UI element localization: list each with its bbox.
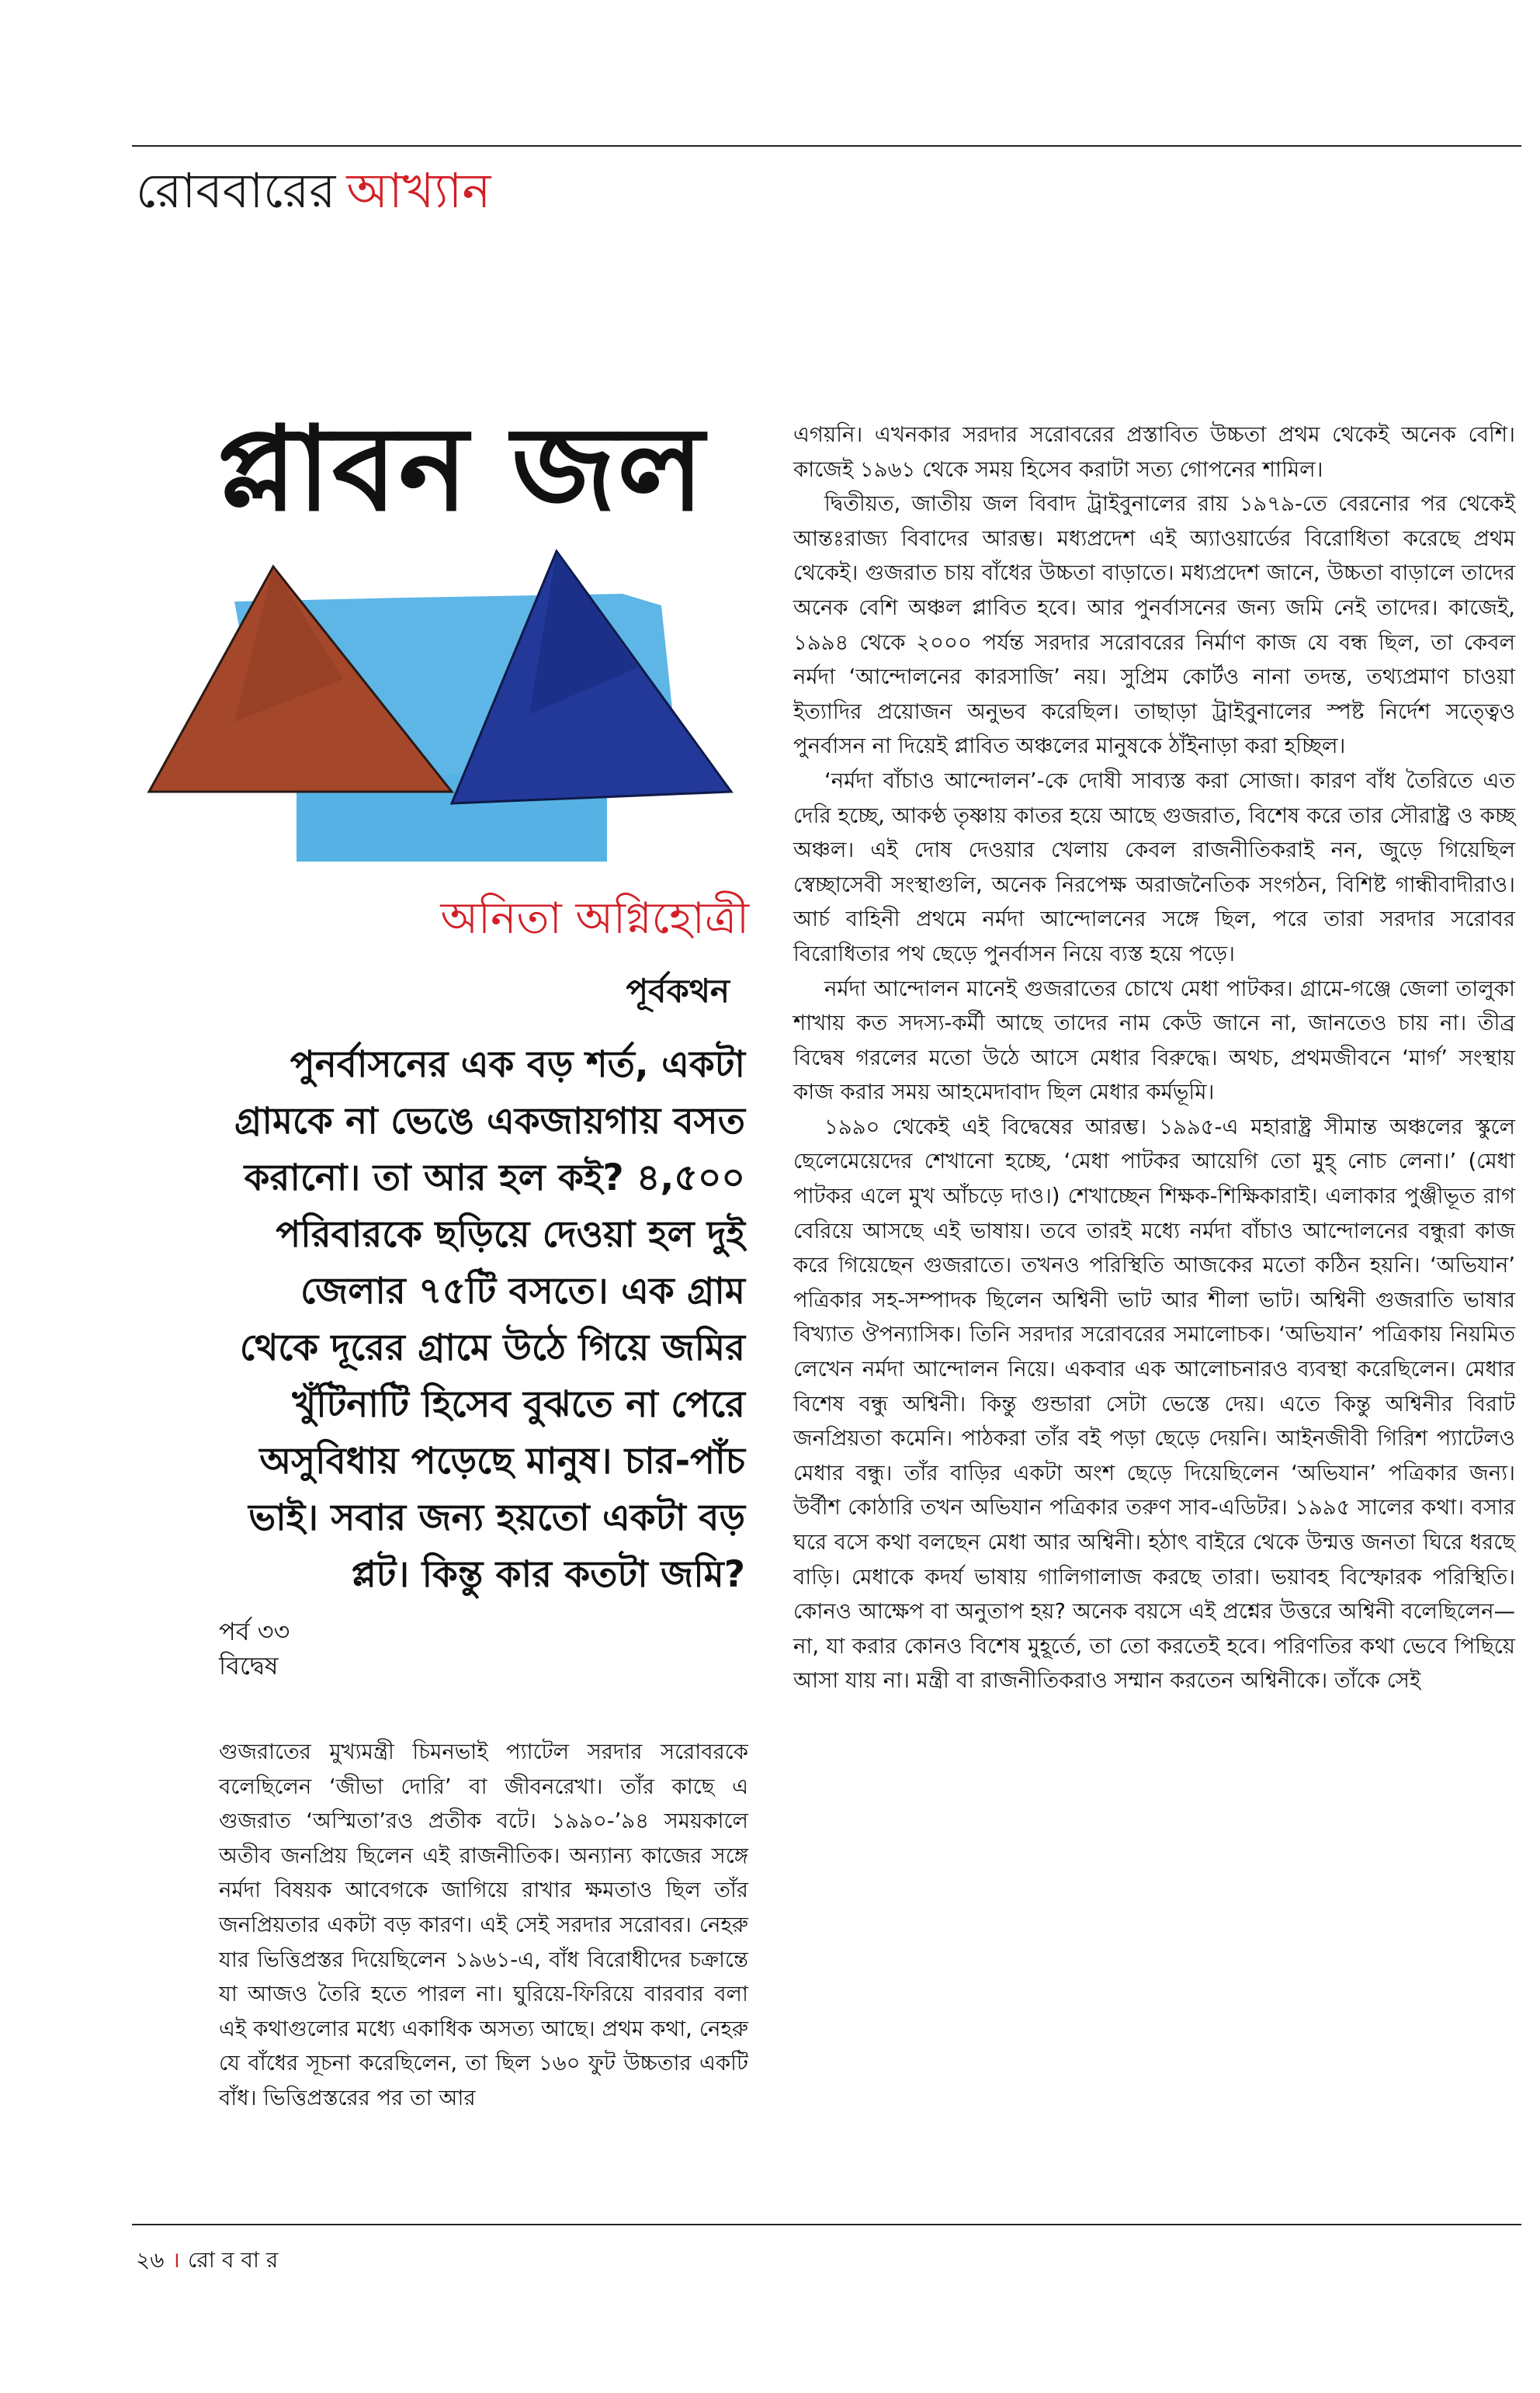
episode-title: বিদ্বেষ	[219, 1651, 279, 1680]
episode-number: পর্ব ৩৩	[219, 1617, 290, 1646]
section-header	[136, 162, 491, 219]
mountain-illustration	[141, 536, 748, 869]
body-paragraph: এগয়নি। এখনকার সরদার সরোবরের প্রস্তাবিত উচ্চতা প্রথম থেকেই অনেক বেশি। কাজেই ১৯৬১ থেকে সময় হিসেব করাটা সত্য গোপনের শামিল।	[793, 422, 1515, 482]
article-author: অনিতা অগ্নিহোত্রী	[440, 893, 749, 944]
footer-separator: ।	[172, 2247, 181, 2273]
body-paragraph: নর্মদা আন্দোলন মানেই গুজরাতের চোখে মেধা পাটকর। গ্রামে-গঞ্জে জেলা তালুকা শাখায় কত সদস্য-কর্মী আছে তাদের নাম কেউ জানে না, জানতেও চায় না। তীব্র বিদ্বেষ গরলের মতো উঠে আসে মেধার বিরুদ্ধে। অথচ, প্রথমজীবনে ‘মার্গ’ সংস্থায় কাজ করার সময় আহমেদাবাদ ছিল মেধার কর্মভূমি।	[793, 976, 1515, 1105]
bottom-rule	[132, 2224, 1521, 2225]
body-paragraph: ‘নর্মদা বাঁচাও আন্দোলন’-কে দোষী সাব্যস্ত করা সোজা। কারণ বাঁধ তৈরিতে এত দেরি হচ্ছে, আকণ্ঠ তৃষ্ণায় কাতর হয়ে আছে গুজরাত, বিশেষ করে তার সৌরাষ্ট্র ও কচ্ছ অঞ্চল। এই দোষ দেওয়ার খেলায় কেবল রাজনীতিকরাই নন, জুড়ে গিয়েছিল স্বেচ্ছাসেবী সংস্থাগুলি, অনেক নিরপেক্ষ অরাজনৈতিক সংগঠন, বিশিষ্ট গান্ধীবাদীরাও। আর্চ বাহিনী প্রথমে নর্মদা আন্দোলনের সঙ্গে ছিল, পরে তারা সরদার সরোবর বিরোধিতার পথ ছেড়ে পুনর্বাসন নিয়ে ব্যস্ত হয়ে পড়ে।	[793, 768, 1515, 966]
magazine-name: রো ব বা র	[188, 2247, 279, 2273]
article-title: প্লাবন জল	[217, 402, 706, 537]
body-column-left	[219, 1735, 748, 2116]
pull-quote: পুনর্বাসনের এক বড় শর্ত, একটা গ্রামকে না ভেঙে একজায়গায় বসত করানো। তা আর হল কই? ৪,৫০০ পরিবারকে ছড়িয়ে দেওয়া হল দুই জেলার ৭৫টি বসতে। এক গ্রাম থেকে দূরের গ্রামে উঠে গিয়ে জমির খুঁটিনাটি হিসেব বুঝতে না পেরে অসুবিধায় পড়েছে মানুষ। চার-পাঁচ ভাই। সবার জন্য হয়তো একটা বড় প্লট। কিন্তু কার কতটা জমি?	[234, 1043, 745, 1596]
body-paragraph: ১৯৯০ থেকেই এই বিদ্বেষের আরম্ভ। ১৯৯৫-এ মহারাষ্ট্র সীমান্ত অঞ্চলের স্কুলে ছেলেমেয়েদের শেখানো হচ্ছে, ‘মেধা পাটকর আয়েগি তো মুহ্ নোচ লেনা।’ (মেধা পাটকর এলে মুখ আঁচড়ে দাও।) শেখাচ্ছেন শিক্ষক-শিক্ষিকারাই। এলাকার পুঞ্জীভূত রাগ বেরিয়ে আসছে এই ভাষায়। তবে তারই মধ্যে নর্মদা বাঁচাও আন্দোলনের বন্ধুরা কাজ করে গিয়েছেন গুজরাতে। তখনও পরিস্থিতি আজকের মতো কঠিন হয়নি। ‘অভিযান’ পত্রিকার সহ-সম্পাদক ছিলেন অশ্বিনী ভাট আর শীলা ভাট। অশ্বিনী গুজরাতি ভাষার বিখ্যাত ঔপন্যাসিক। তিনি সরদার সরোবরের সমালোচক। ‘অভিযান’ পত্রিকায় নিয়মিত লেখেন নর্মদা আন্দোলন নিয়ে। একবার এক আলোচনারও ব্যবস্থা করেছিলেন। মেধার বিশেষ বন্ধু অশ্বিনী। কিন্তু গুন্ডারা সেটা ভেস্তে দেয়। এতে কিন্তু অশ্বিনীর বিরাট জনপ্রিয়তা কমেনি। পাঠকরা তাঁর বই পড়া ছেড়ে দেয়নি। আইনজীবী গিরিশ প্যাটেলও মেধার বন্ধু। তাঁর বাড়ির একটা অংশ ছেড়ে দিয়েছিলেন ‘অভিযান’ পত্রিকার জন্য। উর্বীশ কোঠারি তখন অভিযান পত্রিকার তরুণ সাব-এডিটর। ১৯৯৫ সালের কথা। বসার ঘরে বসে কথা বলছেন মেধা আর অশ্বিনী। হঠাৎ বাইরে থেকে উন্মত্ত জনতা ঘিরে ধরছে বাড়ি। মেধাকে কদর্য ভাষায় গালিগালাজ করছে তারা। ভয়াবহ বিস্ফোরক পরিস্থিতি। কোনও আক্ষেপ বা অনুতাপ হয়? অনেক বয়সে এই প্রশ্নের উত্তরে অশ্বিনী বলেছিলেন— না, যা করার কোনও বিশেষ মুহূর্তে, তা তো করতেই হবে। পরিণতির কথা ভেবে পিছিয়ে আসা যায় না। মন্ত্রী বা রাজনীতিকরাও সম্মান করতেন অশ্বিনীকে। তাঁকে সেই	[793, 1114, 1515, 1694]
section-name-red: আখ্যান	[346, 162, 491, 219]
section-name-black: রোববারের	[136, 162, 336, 219]
body-paragraph: দ্বিতীয়ত, জাতীয় জল বিবাদ ট্রাইবুনালের রায় ১৯৭৯-তে বেরনোর পর থেকেই আন্তঃরাজ্য বিবাদের আরম্ভ। মধ্যপ্রদেশ এই অ্যাওয়ার্ডের বিরোধিতা করেছে প্রথম থেকেই। গুজরাত চায় বাঁধের উচ্চতা বাড়াতে। মধ্যপ্রদেশ জানে, উচ্চতা বাড়ালে তাদের অনেক বেশি অঞ্চল প্লাবিত হবে। আর পুনর্বাসনের জন্য জমি নেই তাদের। কাজেই, ১৯৯৪ থেকে ২০০০ পর্যন্ত সরদার সরোবরের নির্মাণ কাজ যে বন্ধ ছিল, তা কেবল নর্মদা ‘আন্দোলনের কারসাজি’ নয়। সুপ্রিম কোর্টও নানা তদন্ত, তথ্যপ্রমাণ চাওয়া ইত্যাদির প্রয়োজন অনুভব করেছিল। তাছাড়া ট্রাইবুনালের স্পষ্ট নির্দেশ সত্ত্বেও পুনর্বাসন না দিয়েই প্লাবিত অঞ্চলের মানুষকে ঠাঁইনাড়া করা হচ্ছিল।	[793, 491, 1515, 759]
page-number: ২৬	[136, 2247, 165, 2273]
page-footer	[136, 2243, 278, 2280]
body-paragraph: গুজরাতের মুখ্যমন্ত্রী চিমনভাই প্যাটেল সরদার সরোবরকে বলেছিলেন ‘জীভা দোরি’ বা জীবনরেখা। তাঁর কাছে এ গুজরাত ‘অস্মিতা’রও প্রতীক বটে। ১৯৯০-’৯৪ সময়কালে অতীব জনপ্রিয় ছিলেন এই রাজনীতিক। অন্যান্য কাজের সঙ্গে নর্মদা বিষয়ক আবেগকে জাগিয়ে রাখার ক্ষমতাও ছিল তাঁর জনপ্রিয়তার একটা বড় কারণ। এই সেই সরদার সরোবর। নেহরু যার ভিত্তিপ্রস্তর দিয়েছিলেন ১৯৬১-এ, বাঁধ বিরোধীদের চক্রান্তে যা আজও তৈরি হতে পারল না। ঘুরিয়ে-ফিরিয়ে বারবার বলা এই কথাগুলোর মধ্যে একাধিক অসত্য আছে। প্রথম কথা, নেহরু যে বাঁধের সূচনা করেছিলেন, তা ছিল ১৬০ ফুট উচ্চতার একটি বাঁধ। ভিত্তিপ্রস্তরের পর তা আর	[219, 1739, 748, 2110]
body-column-right	[793, 418, 1515, 1698]
episode-info	[219, 1614, 290, 1683]
top-rule	[132, 145, 1521, 147]
preface-label: পূর্বকথন	[626, 972, 730, 1010]
